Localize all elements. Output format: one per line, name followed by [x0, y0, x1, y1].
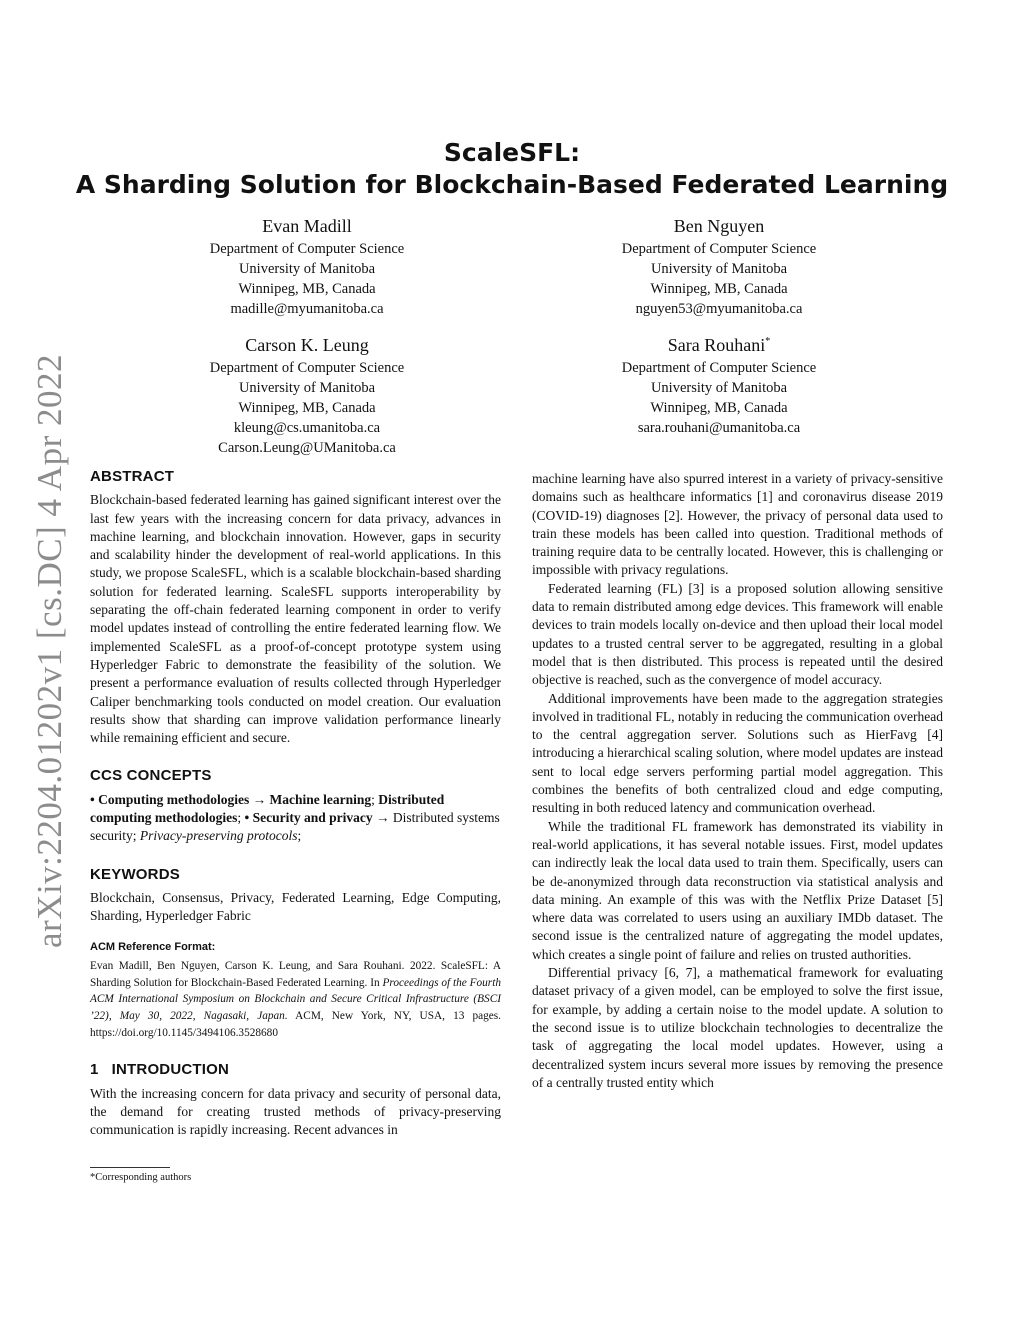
ccs-term: Distributed systems security — [90, 810, 500, 844]
ccs-term: Distributed computing methodologies — [90, 791, 445, 826]
author-location: Winnipeg, MB, Canada — [650, 400, 788, 416]
ccs-sep: ; — [371, 791, 379, 807]
author-name-wrap — [549, 334, 889, 356]
abstract-heading: ABSTRACT — [90, 468, 175, 485]
author-email: nguyen53@myumanitoba.ca — [635, 301, 803, 317]
acm-ref-venue: Proceedings of the Fourth ACM International Symposium on Blockchain and Secure Critical Infrastructure (BSCI ’22), May 30, 2022, Nagasaki, Japan. — [90, 976, 501, 1022]
author-name: Carson K. Leung — [245, 335, 369, 355]
ccs-term: • Security and privacy — [244, 810, 373, 826]
ccs-sep: ; — [237, 810, 245, 826]
author-email: madille@myumanitoba.ca — [230, 301, 384, 317]
corresponding-mark: * — [765, 336, 771, 347]
right-column — [532, 470, 943, 1092]
author-location: Winnipeg, MB, Canada — [238, 400, 376, 416]
body-paragraph: Additional improvements have been made to the aggregation strategies involved in traditional FL, notably in reducing the communication overhead to the central aggregation server. Solutions such as HierFavg [4] introducing a hierarchical scaling solution, where model updates are instead sent to local edge servers performing partial model aggregation. This combines the benefits of both centralized cloud and edge computing, resulting in both reduced latency and communication overhead. — [532, 690, 943, 816]
paper-title-line-2: A Sharding Solution for Blockchain-Based Federated Learning — [75, 170, 949, 199]
body-paragraph: machine learning have also spurred interest in a variety of privacy-sensitive domains such as healthcare informatics [1] and coronavirus disease 2019 (COVID-19) diagnoses [2]. However, the privacy of personal data used to train these models has been called into question. Traditional methods of training require data to be centrally located. However, this is challenging or impossible with privacy regulations. — [532, 471, 943, 578]
arxiv-identifier-text: arXiv:2204.01202v1 [cs.DC] 4 Apr 2022 — [30, 353, 70, 949]
author-block — [549, 334, 889, 438]
ccs-sep: ; — [297, 828, 302, 844]
author-email: kleung@cs.umanitoba.ca — [233, 420, 381, 436]
author-name: Sara Rouhani — [667, 335, 766, 355]
author-univ: University of Manitoba — [650, 261, 788, 277]
footnote-rule — [90, 1167, 170, 1168]
author-email-secondary: Carson.Leung@UManitoba.ca — [218, 440, 396, 456]
author-univ: University of Manitoba — [650, 380, 788, 396]
author-univ: University of Manitoba — [238, 261, 376, 277]
author-name: Ben Nguyen — [673, 216, 765, 236]
ccs-sep: ; — [132, 828, 140, 844]
ccs-heading: CCS CONCEPTS — [90, 767, 212, 785]
acm-ref-authors: Evan Madill, Ben Nguyen, Carson K. Leung, and Sara Rouhani. 2022. ScaleSFL: A Sharding Solution for Blockchain-Based Federated Learning. In — [90, 959, 501, 989]
arxiv-identifier — [18, 353, 82, 949]
author-block — [549, 215, 889, 319]
author-location: Winnipeg, MB, Canada — [238, 281, 376, 297]
introduction-heading: 1 INTRODUCTION — [90, 1061, 230, 1079]
author-email: sara.rouhani@umanitoba.ca — [637, 420, 801, 436]
keywords-heading: KEYWORDS — [90, 865, 180, 883]
abstract-text: Blockchain-based federated learning has gained significant interest over the last few years with the increasing concern for data privacy, advances in machine learning, and blockchain innovation. However, gaps in security and scalability hinder the development of real-world applications. In this study, we propose ScaleSFL, which is a scalable blockchain-based sharding solution for federated learning. ScaleSFL supports interoperability by separating the off-chain federated learning component in order to verify model updates instead of controlling the entire federated learning flow. We implemented ScaleSFL as a proof-of-concept prototype system using Hyperledger Fabric to demonstrate the feasibility of the solution. We present a performance evaluation of results collected through Hyperledger Caliper benchmarking tools conducted on model creation. Our evaluation results show that sharding can improve validation performance linearly while remaining efficient and secure. — [90, 492, 501, 746]
ccs-term: Privacy-preserving protocols — [139, 828, 298, 844]
author-name: Evan Madill — [262, 216, 352, 236]
ccs-concepts — [90, 791, 501, 846]
paper-title-line-1: ScaleSFL: — [443, 138, 581, 167]
body-paragraph: Federated learning (FL) [3] is a proposed solution allowing sensitive data to remain distributed among edge devices. This framework will enable devices to train models locally on-device and then upload their local model updates to a trusted central server to be aggregated, resulting in a global model that is then distributed. This process is repeated until the desired objective is reached, such as the convergence of model accuracy. — [532, 580, 943, 688]
acm-reference-heading: ACM Reference Format: — [90, 940, 216, 953]
author-location: Winnipeg, MB, Canada — [650, 281, 788, 297]
body-paragraph: While the traditional FL framework has demonstrated its viability in real-world applications, it has several notable issues. First, model updates can indirectly leak the local data used to train them. Specifically, users can be de-anonymized through data reconstruction via statistical analysis and data mining. An example of this was with the Netflix Prize Dataset [5] where data was correlated to users using an auxiliary IMDb dataset. The second issue is the centralized nature of aggregating the model updates, which creates a single point of failure and relies on trusted authorities. — [532, 818, 943, 962]
ccs-arrow: → — [249, 791, 270, 807]
author-dept: Department of Computer Science — [621, 241, 817, 257]
author-dept: Department of Computer Science — [209, 360, 405, 376]
author-block — [137, 334, 477, 458]
acm-ref-publisher: ACM, New York, NY, USA, 13 pages. https://doi.org/10.1145/3494106.3528680 — [90, 1009, 502, 1039]
ccs-term: • Computing methodologies — [90, 791, 250, 807]
acm-reference — [90, 958, 501, 1042]
author-block — [137, 215, 477, 319]
intro-paragraph: With the increasing concern for data privacy and security of personal data, the demand for creating trusted methods of privacy-preserving communication is rapidly increasing. Recent advances in — [90, 1085, 501, 1138]
ccs-term: Machine learning — [269, 791, 372, 807]
author-dept: Department of Computer Science — [621, 360, 817, 376]
body-paragraph: Differential privacy [6, 7], a mathematical framework for evaluating dataset privacy of a given model, can be employed to solve the first issue, for example, by adding a certain noise to the model update. A solution to the second issue is to utilize blockchain technologies to decentralize the task of aggregating the local model updates. However, using a decentralized system incurs several more issues by removing the presence of a centrally trusted entity which — [532, 965, 943, 1090]
keywords-text: Blockchain, Consensus, Privacy, Federated Learning, Edge Computing, Sharding, Hyperledger Fabric — [90, 889, 501, 924]
author-univ: University of Manitoba — [238, 380, 376, 396]
author-dept: Department of Computer Science — [209, 241, 405, 257]
left-column — [90, 468, 501, 1140]
ccs-arrow: → — [372, 810, 393, 826]
footnote: *Corresponding authors — [90, 1172, 192, 1183]
